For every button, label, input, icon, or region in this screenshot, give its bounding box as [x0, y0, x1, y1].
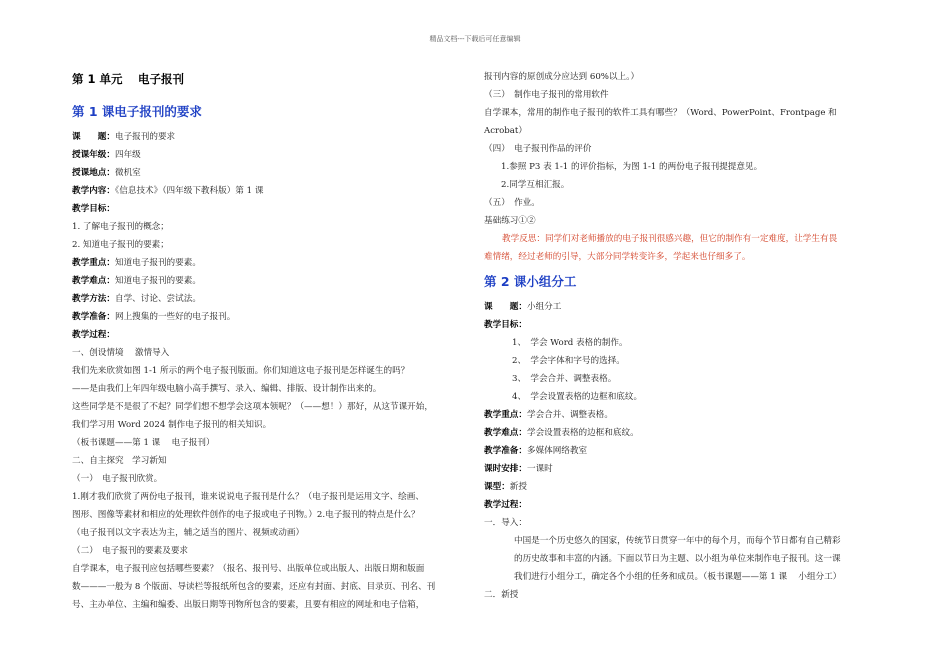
reflection-line: 教学反思：同学们对老师播放的电子报刊很感兴趣，但它的制作有一定难度，让学生有畏 [502, 234, 838, 244]
body-line: 一、创设情境 激情导入 [72, 348, 170, 358]
exercise-line: 基础练习①② [484, 216, 536, 226]
lesson-2-title: 第 2 课小组分工 [484, 274, 577, 289]
prep-row: 教学准备：网上搜集的一些好的电子报刊。 [72, 312, 236, 322]
left-column [72, 68, 472, 614]
difficult-row: 教学难点：知道电子报刊的要素。 [72, 276, 201, 286]
homework-line: （五） 作业。 [484, 198, 540, 208]
body-line: 我们学习用 Word 2024 制作电子报刊的相关知识。 [72, 420, 272, 430]
body-line: Acrobat） [484, 126, 527, 136]
place-row: 授课地点：微机室 [72, 168, 141, 178]
body-line: （二） 电子报刊的要素及要求 [72, 546, 189, 556]
body-line: ——是由我们上年四年级电脑小高手撰写、录入、编辑、排版、设计制作出来的。 [72, 384, 382, 394]
content-row: 教学内容：《信息技术》（四年级下教科版）第 1 课 [72, 186, 264, 196]
eval-item: 1.参照 P3 表 1-1 的评价指标，为图 1-1 的两份电子报刊提提意见。 [501, 162, 763, 172]
grade-row: 授课年级：四年级 [72, 150, 141, 160]
course-row: 课 题：电子报刊的要求 [72, 132, 176, 142]
body-line: （板书课题——第 1 课 电子报刊） [72, 438, 215, 448]
process-label: 教学过程： [72, 330, 115, 340]
body-line: 自学课本，电子报刊应包括哪些要素？（报名、报刊号、出版单位或出版人、出版日期和版面 [72, 564, 425, 574]
body-line: 这些同学是不是很了不起？同学们想不想学会这项本领呢？（——想！）那好，从这节课开始， [72, 402, 433, 412]
body-line: （电子报刊以文字表达为主，辅之适当的图片、视频或动画） [72, 528, 305, 538]
method-row: 教学方法：自学、讨论、尝试法。 [72, 294, 201, 304]
prep-row: 教学准备：多媒体网络教室 [484, 446, 588, 456]
body-line: 1.刚才我们欣赏了两份电子报刊，谁来说说电子报刊是什么？（电子报刊是运用文字、绘画、 [72, 492, 424, 502]
key-row: 教学重点：学会合并、调整表格。 [484, 410, 613, 420]
process-label: 教学过程： [484, 500, 527, 510]
goal-item: 2. 知道电子报刊的要素； [72, 240, 169, 250]
body-line: 自学课本，常用的制作电子报刊的软件工具有哪些？（Word、PowerPoint、Frontpage 和 [484, 108, 837, 118]
goals-label: 教学目标： [484, 320, 527, 330]
lesson-1-title: 第 1 课电子报刊的要求 [72, 104, 202, 119]
goal-item: 3、 学会合并、调整表格。 [512, 374, 617, 384]
body-line: 图形、图像等素材和相应的处理软件创作的电子报或电子刊物。）2.电子报刊的特点是什么？ [72, 510, 420, 520]
new-lesson-label: 二．新授 [484, 590, 519, 600]
goal-item: 4、 学会设置表格的边框和底纹。 [512, 392, 643, 402]
eval-item: 2.同学互相汇报。 [501, 180, 570, 190]
body-line: 二、自主探究 学习新知 [72, 456, 167, 466]
intro-text: 中国是一个历史悠久的国家，传统节日贯穿一年中的每个月，而每个节日都有自己精彩 [514, 536, 841, 546]
body-line: （一） 电子报刊欣赏。 [72, 474, 163, 484]
reflection-line: 难情绪，经过老师的引导，大部分同学转变许多，学起来也仔细多了。 [484, 252, 751, 262]
unit-title: 第 1 单元 电子报刊 [72, 72, 185, 86]
hours-row: 课时安排：一课时 [484, 464, 553, 474]
difficult-row: 教学难点：学会设置表格的边框和底纹。 [484, 428, 639, 438]
goals-label: 教学目标： [72, 204, 115, 214]
body-line: （四） 电子报刊作品的评价 [484, 144, 592, 154]
key-row: 教学重点：知道电子报刊的要素。 [72, 258, 201, 268]
right-column [484, 68, 879, 604]
intro-label: 一．导入： [484, 518, 527, 528]
body-line: （三） 制作电子报刊的常用软件 [484, 90, 609, 100]
goal-item: 2、 学会字体和字号的选择。 [512, 356, 625, 366]
course-row: 课 题：小组分工 [484, 302, 562, 312]
goal-item: 1. 了解电子报刊的概念； [72, 222, 169, 232]
body-line: 报刊内容的原创成分应达到 60%以上。） [484, 72, 640, 82]
body-line: 数———一般为 8 个版面、导读栏等报纸所包含的要素，还应有封面、封底、目录页、刊名、刊 [72, 582, 436, 592]
page-header: 精品文档---下载后可任意编辑 [429, 35, 521, 43]
body-line: 我们先来欣赏如图 1-1 所示的两个电子报刊版面。你们知道这电子报刊是怎样诞生的吗？ [72, 366, 410, 376]
body-line: 号、主办单位、主编和编委、出版日期等刊物所包含的要素，且要有相应的网址和电子信箱， [72, 600, 425, 610]
goal-item: 1、 学会 Word 表格的制作。 [512, 338, 628, 348]
type-row: 课型：新授 [484, 482, 527, 492]
intro-text: 我们进行小组分工，确定各个小组的任务和成员。（板书课题——第 1 课 小组分工） [514, 572, 842, 582]
intro-text: 的历史故事和丰富的内涵。下面以节日为主题、以小组为单位来制作电子报刊。这一课 [514, 554, 841, 564]
